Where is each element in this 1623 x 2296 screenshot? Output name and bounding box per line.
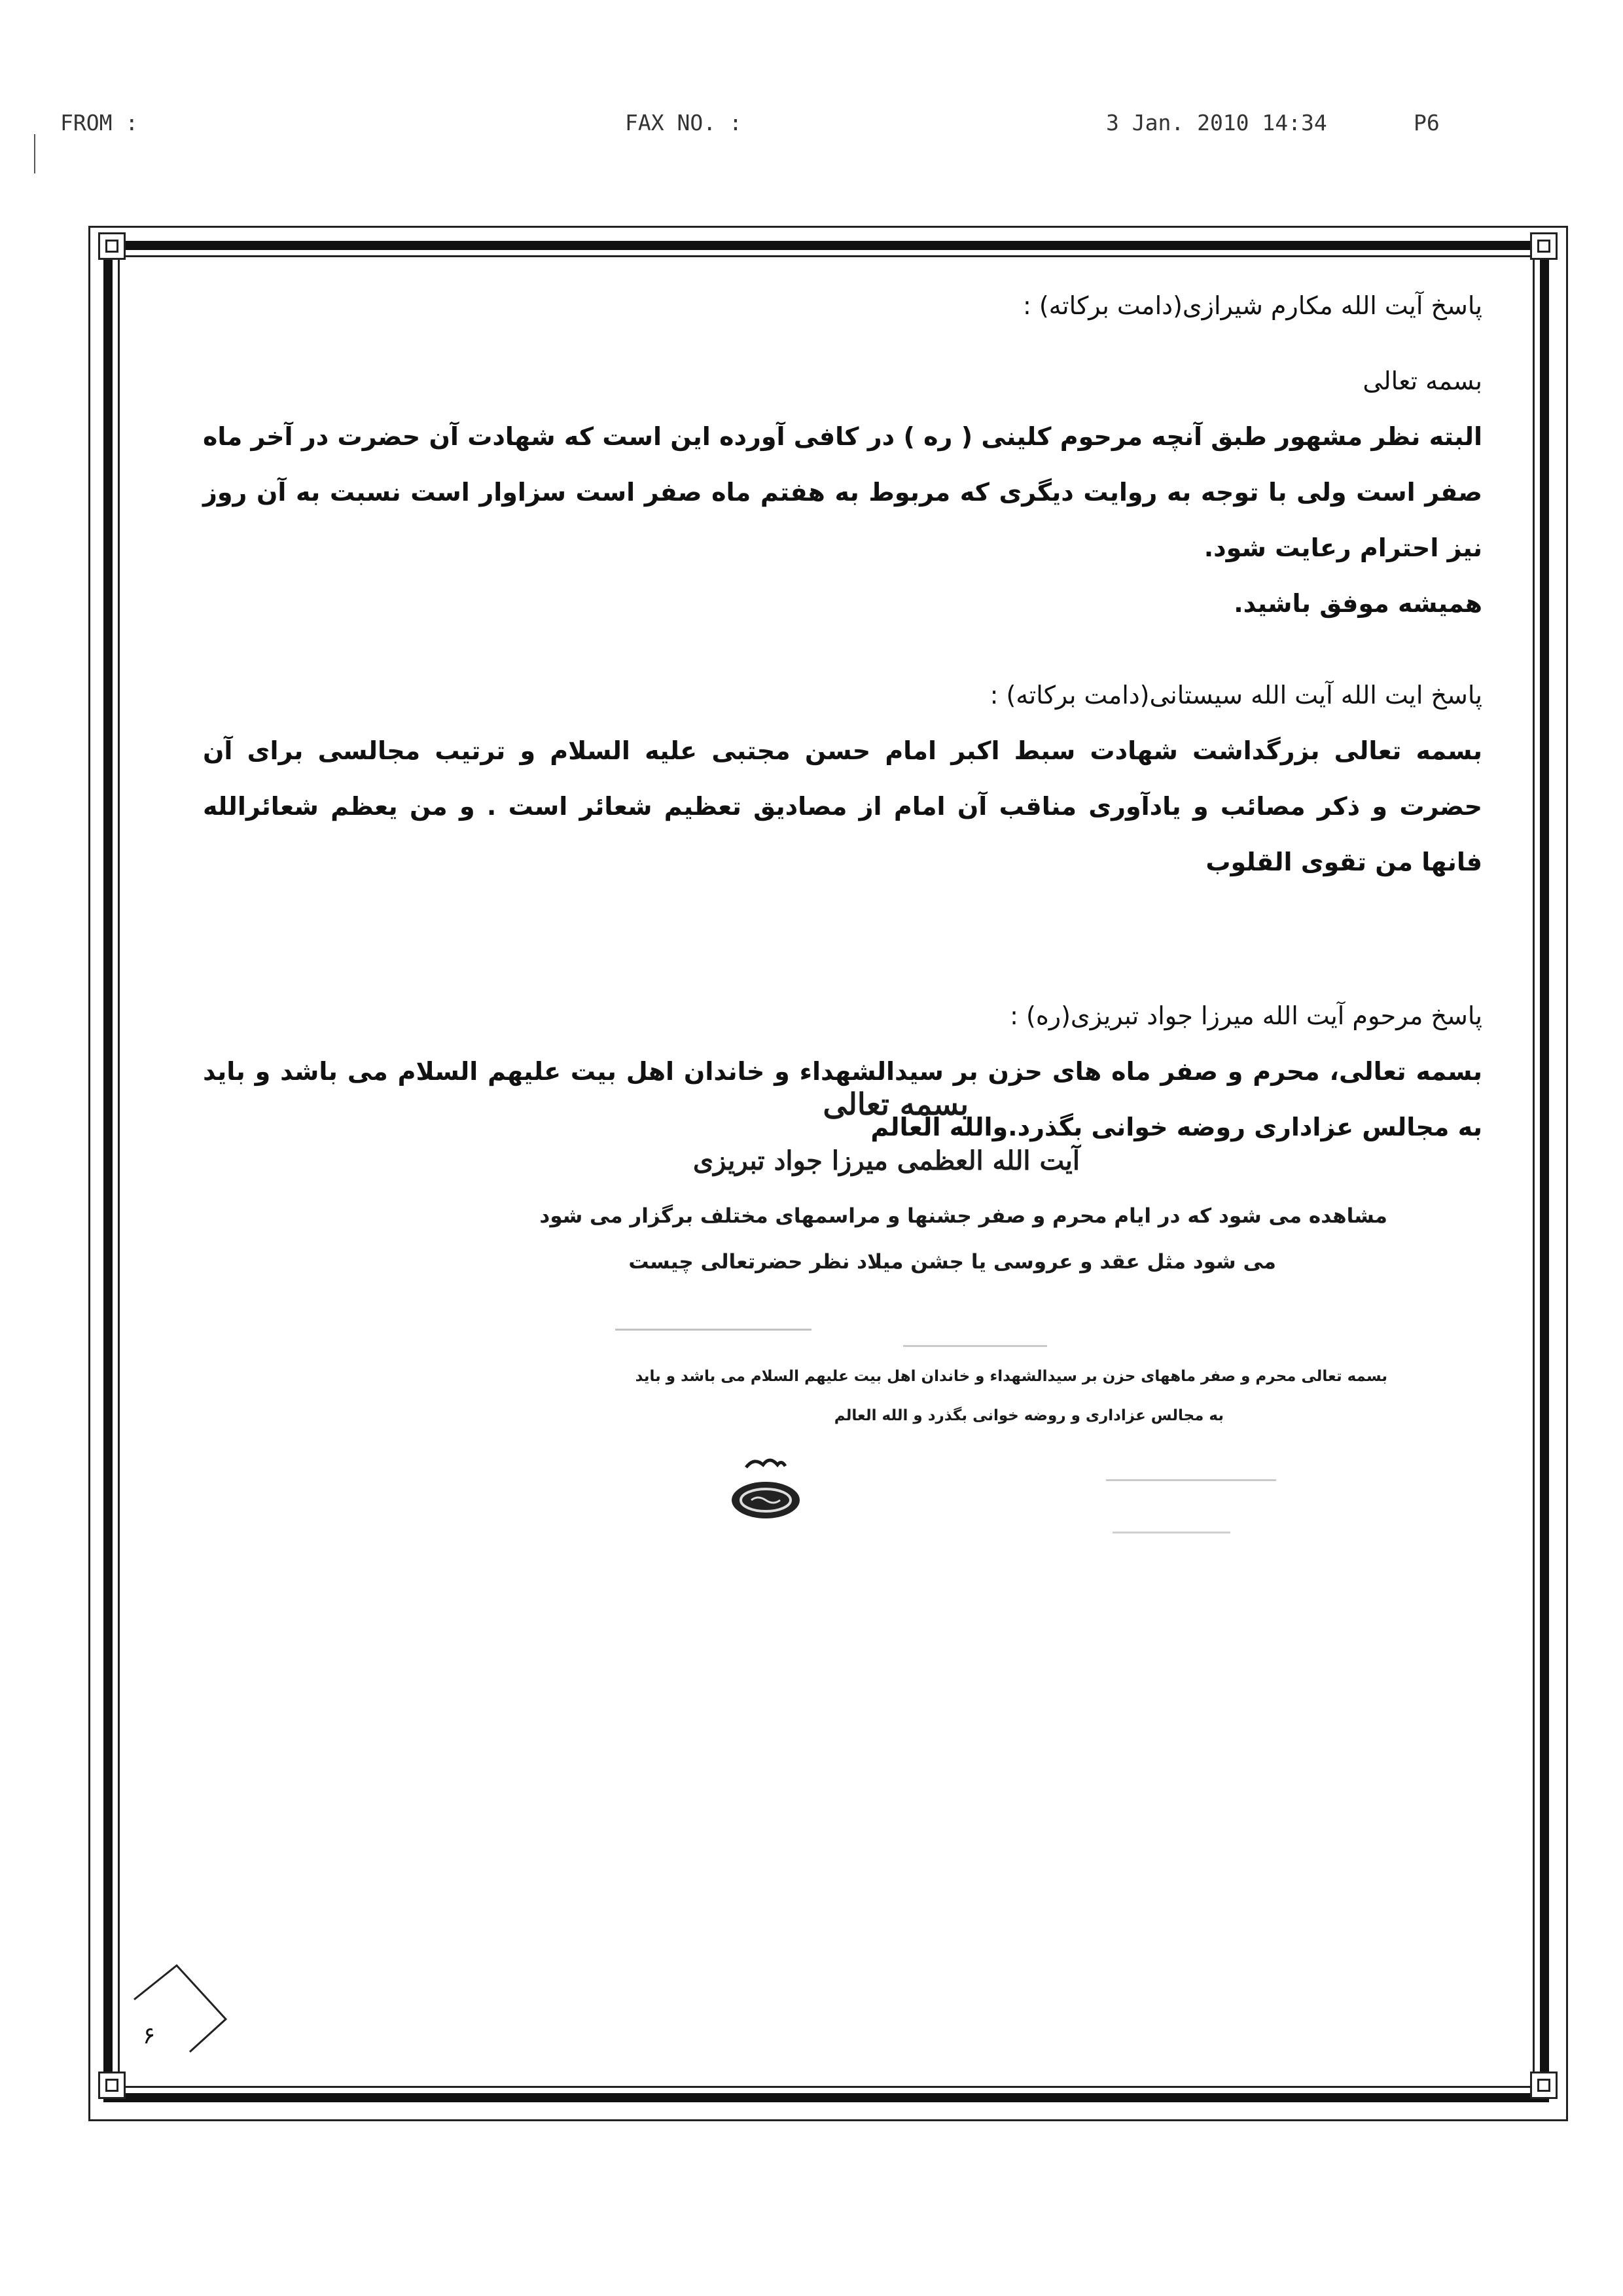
handwritten-reply-line: به مجالس عزاداری و روضه خوانی بگذرد و الله العالم [834,1407,1224,1424]
margin-tick [34,134,35,173]
section-closing: همیشه موفق باشید. [1234,589,1482,618]
section-text: بسمه تعالی، محرم و صفر ماه های حزن بر سیدالشهداء و خاندان اهل بیت علیهم السلام می باشد و باید به مجالس عزاداری روضه خوانی بگذرد.والله العالم [203,1057,1482,1141]
section-greeting: بسمه تعالی [1363,367,1482,395]
fax-header [0,110,1623,143]
section-makarem [203,278,1482,632]
seal-stamp-icon [720,1453,812,1525]
frame-corner-bottom-right [1530,2072,1558,2099]
fax-page-indicator: P6 [1414,110,1440,135]
handwritten-question-line: مشاهده می شود که در ایام محرم و صفر جشنها و مراسمهای مختلف برگزار می شود [539,1204,1387,1228]
section-title: پاسخ ایت الله آیت الله سیستانی(دامت برکاته) : [990,681,1482,709]
section-title: پاسخ مرحوم آیت الله میرزا جواد تبریزی(ره) : [1010,1001,1482,1030]
handwritten-heading: بسمه تعالی [823,1086,969,1122]
section-sistani [203,668,1482,890]
frame-corner-bottom-left [98,2072,126,2099]
handwritten-name: آیت الله العظمی میرزا جواد تبریزی [692,1145,1080,1176]
fax-from-label: FROM : [60,110,139,135]
section-text: بسمه تعالی بزرگداشت شهادت سبط اکبر امام حسن مجتبی علیه السلام و ترتیب مجالسی برای آن حضرت و ذکر مصائب و یادآوری مناقب آن امام از مصادیق تعظیم شعائر است . و من یعظم شعائرالله فانها من تقوی القلوب [203,736,1482,876]
handwritten-reply-line: بسمه تعالی محرم و صفر ماههای حزن بر سیدالشهداء و خاندان اهل بیت علیهم السلام می باشد و باید [635,1368,1387,1385]
frame-corner-top-right [1530,232,1558,260]
frame-corner-top-left [98,232,126,260]
fax-number-label: FAX NO. : [625,110,742,135]
fax-datetime: 3 Jan. 2010 14:34 [1106,110,1327,135]
section-text: البته نظر مشهور طبق آنچه مرحوم کلینی ( ره ) در کافی آورده این است که شهادت آن حضرت در آخر ماه صفر است ولی با توجه به روایت دیگری که مربوط به هفتم ماه صفر است سزاوار است نسبت به آن روز نیز احترام رعایت شود. [203,422,1482,562]
page-number: ۶ [143,2022,156,2049]
handwritten-question-line: می شود مثل عقد و عروسی یا جشن میلاد نظر حضرتعالی چیست [628,1250,1276,1274]
handwritten-ruling-scan [445,1086,1387,1545]
section-title: پاسخ آیت الله مکارم شیرازی(دامت برکاته) : [1022,291,1482,320]
document-body [203,278,1482,1155]
